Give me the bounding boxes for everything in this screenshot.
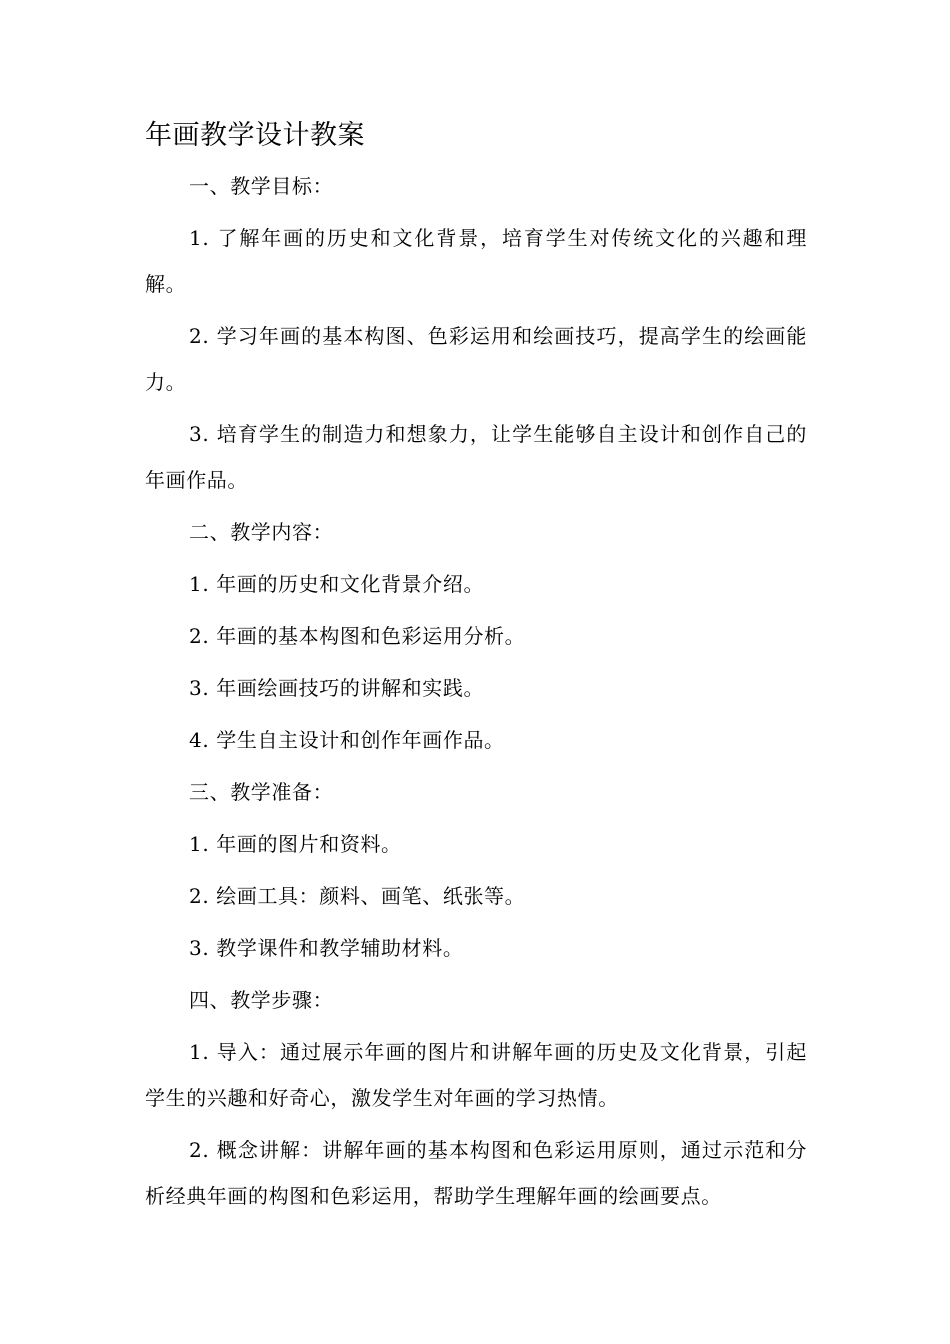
paragraph: 1. 导入：通过展示年画的图片和讲解年画的历史及文化背景，引起学生的兴趣和好奇心，激发学生对年画的学习热情。	[145, 1040, 807, 1110]
document-body	[145, 112, 807, 1225]
section-heading-steps: 四、教学步骤：	[189, 988, 334, 1012]
paragraph: 1. 年画的历史和文化背景介绍。	[189, 572, 485, 596]
section-heading-content: 二、教学内容：	[189, 520, 334, 544]
section-heading-preparation: 三、教学准备：	[189, 780, 334, 804]
paragraph: 2. 年画的基本构图和色彩运用分析。	[189, 624, 526, 648]
paragraph: 1. 年画的图片和资料。	[189, 832, 402, 856]
paragraph: 1. 了解年画的历史和文化背景，培育学生对传统文化的兴趣和理解。	[145, 226, 807, 296]
paragraph: 2. 概念讲解：讲解年画的基本构图和色彩运用原则，通过示范和分析经典年画的构图和色彩运用，帮助学生理解年画的绘画要点。	[145, 1138, 807, 1208]
paragraph: 2. 绘画工具：颜料、画笔、纸张等。	[189, 884, 526, 908]
document-title: 年画教学设计教案	[145, 120, 365, 151]
paragraph: 4. 学生自主设计和创作年画作品。	[189, 728, 505, 752]
paragraph: 3. 年画绘画技巧的讲解和实践。	[189, 676, 485, 700]
paragraph: 3. 教学课件和教学辅助材料。	[189, 936, 464, 960]
paragraph: 2. 学习年画的基本构图、色彩运用和绘画技巧，提高学生的绘画能力。	[145, 324, 807, 394]
paragraph: 3. 培育学生的制造力和想象力，让学生能够自主设计和创作自己的年画作品。	[145, 422, 807, 492]
section-heading-objectives: 一、教学目标：	[189, 174, 334, 198]
